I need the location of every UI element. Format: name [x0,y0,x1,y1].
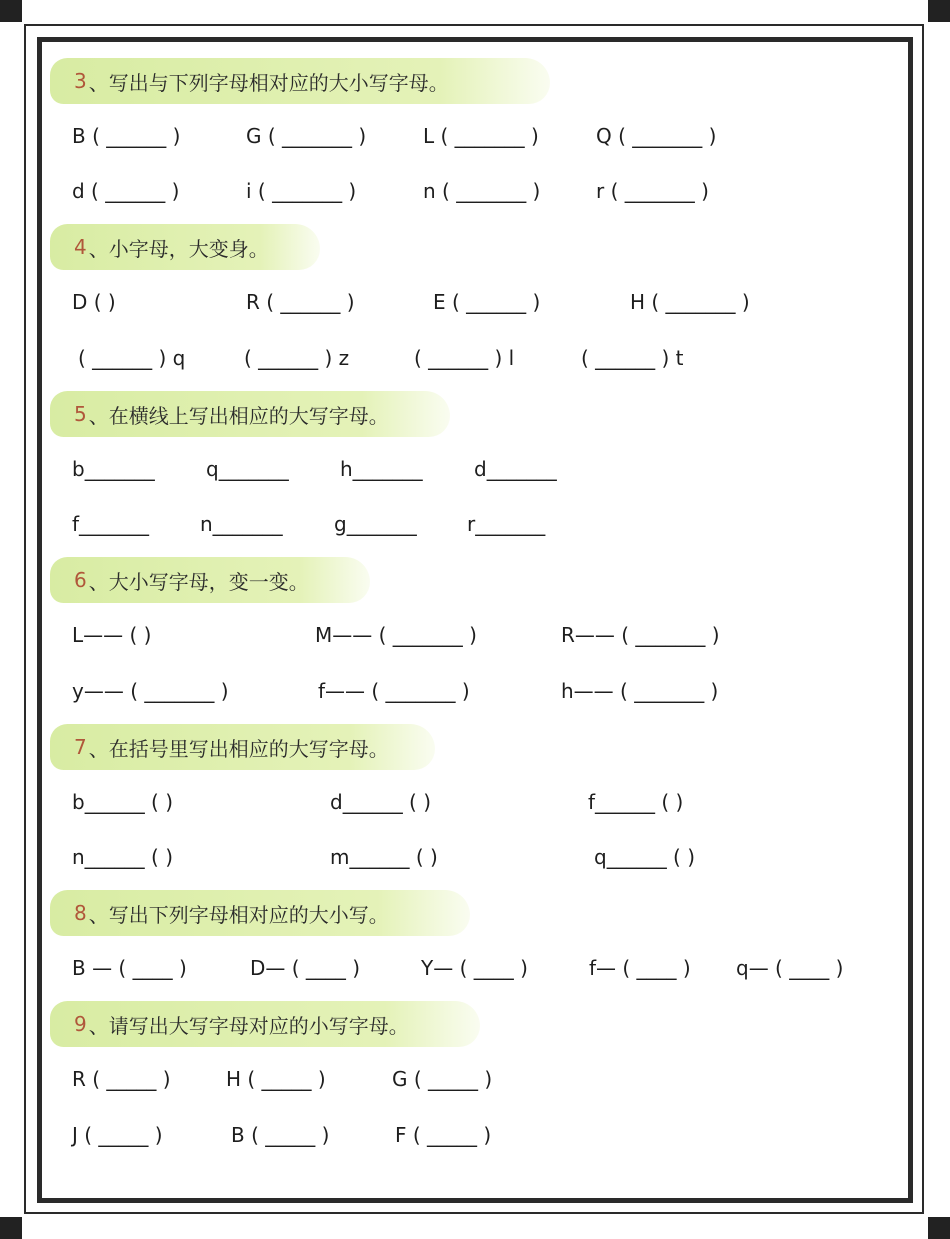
exercise-row [0,284,950,320]
corner-mark [928,0,950,22]
exercise-item[interactable]: d______ ( ) [330,790,432,814]
exercise-row [0,1061,950,1097]
section-heading [50,224,320,270]
exercise-item[interactable]: y—— ( _______ ) [72,679,229,703]
exercise-row [0,451,950,487]
section-number: 6 [74,568,87,592]
section-heading [50,724,435,770]
exercise-item[interactable]: n_______ [200,512,283,536]
exercise-item[interactable]: b_______ [72,457,155,481]
section-number: 7 [74,735,87,759]
exercise-item[interactable]: H ( _______ ) [630,290,750,314]
exercise-item[interactable]: d_______ [474,457,557,481]
exercise-item[interactable]: D ( ) [72,290,116,314]
section-title: 、请写出大写字母对应的小写字母。 [88,1013,409,1038]
section-title: 、大小写字母，变一变。 [88,569,309,594]
exercise-item[interactable]: f_______ [72,512,150,536]
exercise-item[interactable]: n ( _______ ) [423,179,541,203]
exercise-row [0,173,950,209]
exercise-item[interactable]: b______ ( ) [72,790,174,814]
section-heading [50,890,470,936]
exercise-item[interactable]: f— ( ____ ) [589,956,691,980]
exercise-item[interactable]: f______ ( ) [588,790,684,814]
exercise-item[interactable]: ( ______ ) q [78,346,186,370]
exercise-item[interactable]: i ( _______ ) [246,179,357,203]
exercise-item[interactable]: M—— ( _______ ) [315,623,477,647]
exercise-item[interactable]: g_______ [334,512,417,536]
exercise-item[interactable]: H ( _____ ) [226,1067,326,1091]
exercise-item[interactable]: R ( ______ ) [246,290,355,314]
exercise-item[interactable]: F ( _____ ) [395,1123,492,1147]
exercise-item[interactable]: L—— ( ) [72,623,152,647]
section-number: 3 [74,69,87,93]
exercise-item[interactable]: ( ______ ) z [244,346,350,370]
exercise-item[interactable]: R—— ( _______ ) [561,623,720,647]
exercise-item[interactable]: B ( ______ ) [72,124,181,148]
exercise-item[interactable]: Y— ( ____ ) [421,956,528,980]
exercise-row [0,839,950,875]
section-title: 、在横线上写出相应的大写字母。 [88,403,389,428]
exercise-row [0,673,950,709]
exercise-item[interactable]: B ( _____ ) [231,1123,330,1147]
exercise-item[interactable]: R ( _____ ) [72,1067,171,1091]
exercise-item[interactable]: r_______ [467,512,546,536]
section-heading [50,557,370,603]
section-heading [50,58,550,104]
section-heading [50,1001,480,1047]
exercise-row [0,506,950,542]
exercise-item[interactable]: m______ ( ) [330,845,438,869]
corner-mark [928,1217,950,1239]
corner-mark [0,1217,22,1239]
section-heading [50,391,450,437]
exercise-item[interactable]: J ( _____ ) [72,1123,163,1147]
exercise-item[interactable]: E ( ______ ) [433,290,541,314]
exercise-item[interactable]: Q ( _______ ) [596,124,717,148]
exercise-item[interactable]: ( ______ ) t [581,346,684,370]
section-title: 、在括号里写出相应的大写字母。 [88,736,389,761]
exercise-item[interactable]: q_______ [206,457,289,481]
section-number: 5 [74,402,87,426]
exercise-item[interactable]: B — ( ____ ) [72,956,187,980]
exercise-item[interactable]: q— ( ____ ) [736,956,844,980]
exercise-row [0,340,950,376]
exercise-item[interactable]: G ( _____ ) [392,1067,493,1091]
section-title: 、写出与下列字母相对应的大小写字母。 [88,70,449,95]
exercise-item[interactable]: n______ ( ) [72,845,173,869]
exercise-item[interactable]: D— ( ____ ) [250,956,361,980]
exercise-item[interactable]: r ( _______ ) [596,179,709,203]
exercise-item[interactable]: h_______ [340,457,423,481]
exercise-item[interactable]: L ( _______ ) [423,124,539,148]
exercise-item[interactable]: ( ______ ) l [414,346,515,370]
section-number: 4 [74,235,87,259]
exercise-row [0,784,950,820]
exercise-item[interactable]: f—— ( _______ ) [318,679,470,703]
section-number: 9 [74,1012,87,1036]
exercise-row [0,617,950,653]
section-title: 、写出下列字母相对应的大小写。 [88,902,389,927]
exercise-row [0,118,950,154]
exercise-item[interactable]: G ( _______ ) [246,124,367,148]
section-number: 8 [74,901,87,925]
exercise-row [0,1117,950,1153]
exercise-row [0,950,950,986]
exercise-item[interactable]: h—— ( _______ ) [561,679,719,703]
exercise-item[interactable]: q______ ( ) [594,845,696,869]
exercise-item[interactable]: d ( ______ ) [72,179,180,203]
corner-mark [0,0,22,22]
section-title: 、小字母，大变身。 [88,236,269,261]
